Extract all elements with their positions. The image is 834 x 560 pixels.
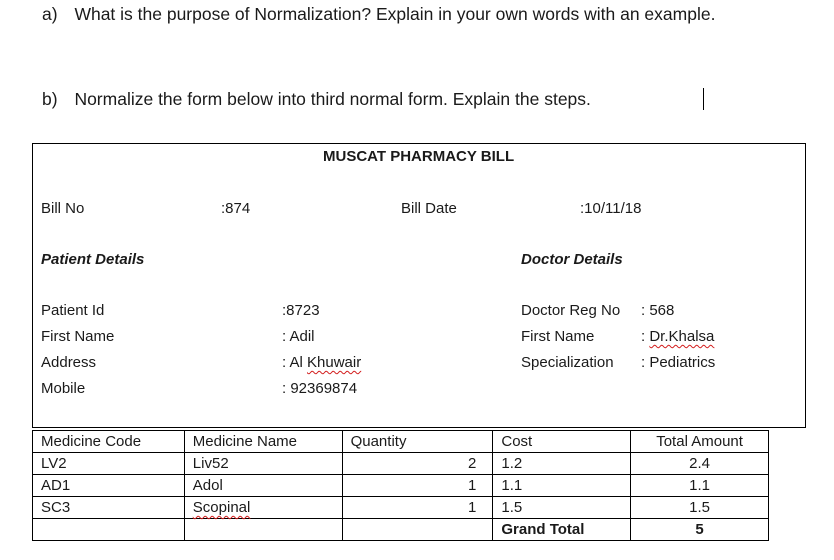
cell-name [184,497,342,519]
cell-code: SC3 [33,497,185,519]
question-a-text: What is the purpose of Normalization? Explain in your own words with an example. [74,4,716,24]
doctor-reg-label: Doctor Reg No [521,302,621,319]
patient-address-value [282,354,361,371]
doctor-first-name-label: First Name [521,328,595,345]
text-cursor [703,88,704,110]
question-b [42,89,591,110]
cell-name-text: Scopinal [192,499,251,516]
grand-total-row [33,519,769,541]
header-cost: Cost [493,431,631,453]
doctor-specialization-label: Specialization [521,354,614,371]
bill-title: MUSCAT PHARMACY BILL [323,148,515,165]
medicine-table [32,430,769,541]
patient-first-name-label: First Name [41,328,115,345]
bill-date-value: :10/11/18 [580,200,642,217]
patient-id-value: :8723 [282,302,320,319]
patient-details-heading: Patient Details [41,251,145,268]
cell-qty: 1 [342,497,493,519]
cell-code: AD1 [33,475,185,497]
cell-qty: 2 [342,453,493,475]
table-row [33,453,769,475]
grand-total-value: 5 [631,519,769,541]
doctor-first-name-word: Dr.Khalsa [649,328,715,345]
patient-mobile-label: Mobile [41,380,86,397]
question-a-marker: a) [42,4,58,24]
table-row [33,475,769,497]
empty-cell [33,519,185,541]
header-quantity: Quantity [342,431,493,453]
question-b-text: Normalize the form below into third normal form. Explain the steps. [74,89,591,109]
doctor-details-heading: Doctor Details [521,251,623,268]
cell-name: Adol [184,475,342,497]
cell-total: 2.4 [631,453,769,475]
question-b-marker: b) [42,89,58,109]
header-medicine-code: Medicine Code [33,431,185,453]
patient-mobile-value: : 92369874 [282,380,358,397]
patient-address-label: Address [41,354,97,371]
doctor-first-name-value [641,328,714,345]
doctor-first-name-prefix: : [641,328,650,345]
cell-cost: 1.5 [493,497,631,519]
table-header-row [33,431,769,453]
doctor-specialization-value: : Pediatrics [641,354,716,371]
cell-qty: 1 [342,475,493,497]
bill-no-value: :874 [221,200,251,217]
patient-first-name-value: : Adil [282,328,315,345]
pharmacy-bill-box [32,143,806,428]
cell-total: 1.1 [631,475,769,497]
bill-date-label: Bill Date [401,200,457,217]
doctor-reg-value: : 568 [641,302,675,319]
question-a [42,4,715,25]
cell-code: LV2 [33,453,185,475]
empty-cell [342,519,493,541]
patient-id-label: Patient Id [41,302,105,319]
address-prefix: : Al [282,354,308,371]
grand-total-label: Grand Total [493,519,631,541]
cell-cost: 1.2 [493,453,631,475]
cell-cost: 1.1 [493,475,631,497]
cell-total: 1.5 [631,497,769,519]
table-row [33,497,769,519]
address-word: Khuwair [307,354,362,371]
header-total-amount: Total Amount [631,431,769,453]
bill-no-label: Bill No [41,200,85,217]
header-medicine-name: Medicine Name [184,431,342,453]
cell-name: Liv52 [184,453,342,475]
empty-cell [184,519,342,541]
